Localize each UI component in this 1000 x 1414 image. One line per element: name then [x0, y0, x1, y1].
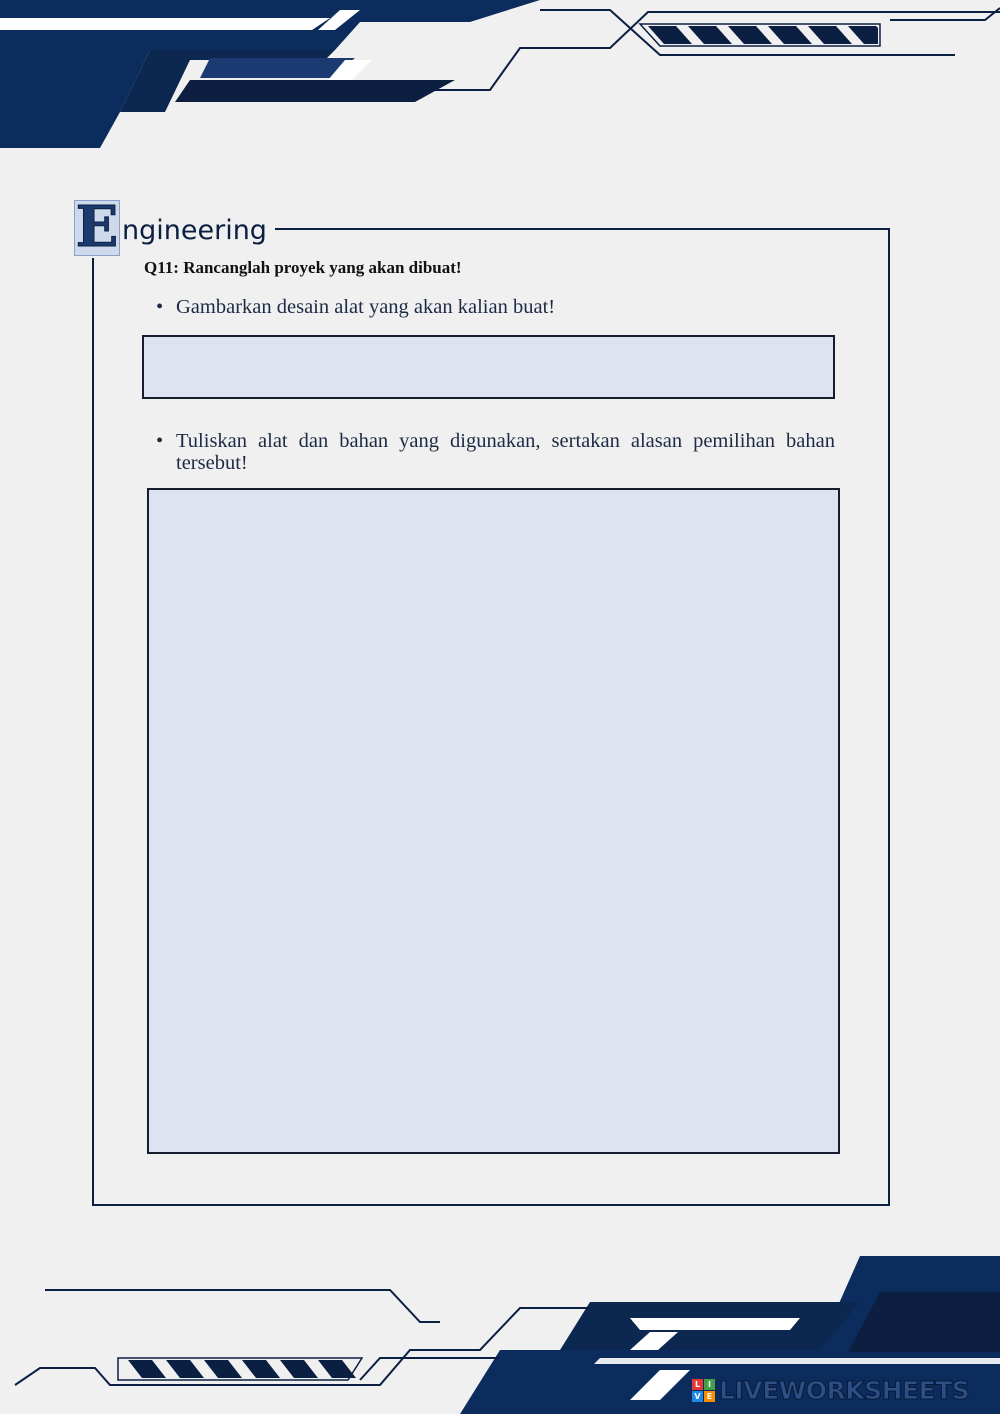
instruction-item [156, 430, 836, 476]
liveworksheets-watermark [692, 1376, 969, 1404]
instruction-text: Tuliskan alat dan bahan yang digunakan, sertakan alasan pemilihan bahan tersebut! [176, 430, 835, 474]
top-decoration [0, 0, 1000, 160]
heading-text: ngineering [122, 214, 267, 246]
logo-letter: V [692, 1391, 703, 1402]
liveworksheets-logo [692, 1379, 715, 1402]
heading-initial-badge [74, 194, 120, 260]
section-heading [74, 194, 275, 260]
logo-letter: I [704, 1379, 715, 1390]
watermark-text: LIVEWORKSHEETS [719, 1375, 970, 1405]
bullet-dot: • [156, 430, 164, 452]
heading-initial: E [75, 194, 119, 260]
bullet-dot: • [156, 296, 164, 318]
instruction-text: Gambarkan desain alat yang akan kalian buat! [176, 296, 556, 318]
question-text: Q11: Rancanglah proyek yang akan dibuat! [144, 258, 462, 277]
answer-box-design[interactable] [142, 335, 835, 399]
answer-box-materials[interactable] [147, 488, 840, 1154]
logo-letter: L [692, 1379, 703, 1390]
logo-letter: E [704, 1391, 715, 1402]
instruction-item [156, 296, 836, 320]
